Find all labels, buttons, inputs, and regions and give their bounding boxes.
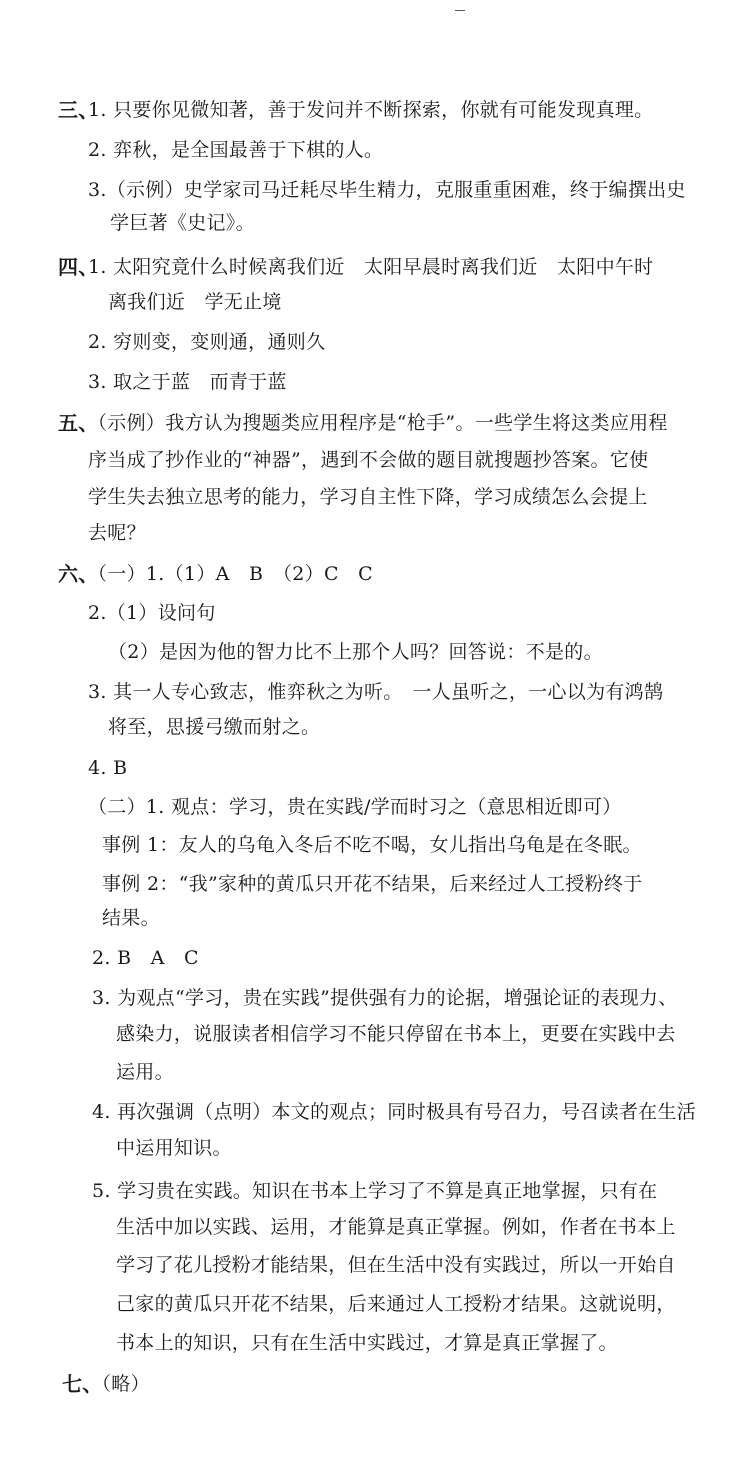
s6-part1-answer-4: 4. B xyxy=(88,757,128,779)
s6-part1-answer-2: 2.（1）设问句 xyxy=(88,602,216,624)
s5-line-4: 去呢？ xyxy=(88,522,146,544)
s4-answer-1-line-1: 1. 太阳究竟什么时候离我们近 太阳早晨时离我们近 太阳中午时 xyxy=(88,256,654,278)
s6-part1-answer-2-sub: （2）是因为他的智力比不上那个人吗？回答说：不是的。 xyxy=(108,641,603,663)
s6-part2-answer-5-line-2: 生活中加以实践、运用，才能算是真正掌握。例如，作者在书本上 xyxy=(116,1216,676,1238)
s6-part2-answer-5-line-1: 5. 学习贵在实践。知识在书本上学习了不算是真正地掌握，只有在 xyxy=(92,1180,658,1202)
s6-part2-example-1: 事例 1：友人的乌龟入冬后不吃不喝，女儿指出乌龟是在冬眠。 xyxy=(102,834,642,856)
s6-part2-answer-1: （二）1. 观点：学习，贵在实践/学而时习之（意思相近即可） xyxy=(88,796,622,818)
s6-part1-answer-3-line-1: 3. 其一人专心致志，惟弈秋之为听。 一人虽听之，一心以为有鸿鹄 xyxy=(88,681,664,703)
section-4-label: 四、 xyxy=(58,255,99,279)
s6-part2-answer-3-line-2: 感染力，说服读者相信学习不能只停留在书本上，更要在实践中去 xyxy=(116,1023,676,1045)
section-6-label: 六、 xyxy=(58,562,99,586)
s6-part2-answer-4-line-1: 4. 再次强调（点明）本文的观点；同时极具有号召力，号召读者在生活 xyxy=(92,1101,697,1123)
s6-part2-answer-5-line-5: 书本上的知识，只有在生活中实践过，才算是真正掌握了。 xyxy=(116,1332,618,1354)
s6-part2-answer-5-line-4: 己家的黄瓜只开花不结果，后来通过人工授粉才结果。这就说明， xyxy=(116,1293,676,1315)
s7-answer: （略） xyxy=(92,1373,150,1395)
s6-part2-example-2-line-1: 事例 2：“我”家种的黄瓜只开花不结果，后来经过人工授粉终于 xyxy=(102,873,643,895)
section-7-label: 七、 xyxy=(62,1372,103,1396)
s6-part2-answer-3-line-1: 3. 为观点“学习，贵在实践”提供强有力的论据，增强论证的表现力、 xyxy=(92,987,678,1009)
s5-line-3: 学生失去独立思考的能力，学习自主性下降，学习成绩怎么会提上 xyxy=(88,486,648,508)
top-mark xyxy=(455,10,465,11)
s4-answer-2: 2. 穷则变，变则通，通则久 xyxy=(88,331,326,353)
s6-part2-answer-2: 2. B A C xyxy=(92,947,199,969)
s5-line-1: （示例）我方认为搜题类应用程序是“枪手”。一些学生将这类应用程 xyxy=(88,412,668,434)
s6-part2-answer-3-line-3: 运用。 xyxy=(116,1061,174,1083)
s5-line-2: 序当成了抄作业的“神器”，遇到不会做的题目就搜题抄答案。它使 xyxy=(88,449,649,471)
s3-answer-3-line-1: 3.（示例）史学家司马迁耗尽毕生精力，克服重重困难，终于编撰出史 xyxy=(88,179,686,201)
s6-part2-answer-4-line-2: 中运用知识。 xyxy=(116,1137,232,1159)
section-5-label: 五、 xyxy=(58,411,99,435)
s4-answer-1-line-2: 离我们近 学无止境 xyxy=(108,291,282,313)
s6-part2-example-2-line-2: 结果。 xyxy=(102,907,160,929)
s4-answer-3: 3. 取之于蓝 而青于蓝 xyxy=(88,371,287,393)
section-3-label: 三、 xyxy=(58,98,99,122)
s6-part1-answer-3-line-2: 将至，思援弓缴而射之。 xyxy=(108,716,321,738)
s6-part1-answer-1: （一）1.（1）A B （2）C C xyxy=(88,563,373,585)
s3-answer-2: 2. 弈秋，是全国最善于下棋的人。 xyxy=(88,139,384,161)
s3-answer-3-line-2: 学巨著《史记》。 xyxy=(110,212,255,234)
s3-answer-1: 1. 只要你见微知著，善于发问并不断探索，你就有可能发现真理。 xyxy=(88,99,654,121)
s6-part2-answer-5-line-3: 学习了花儿授粉才能结果，但在生活中没有实践过，所以一开始自 xyxy=(116,1254,676,1276)
